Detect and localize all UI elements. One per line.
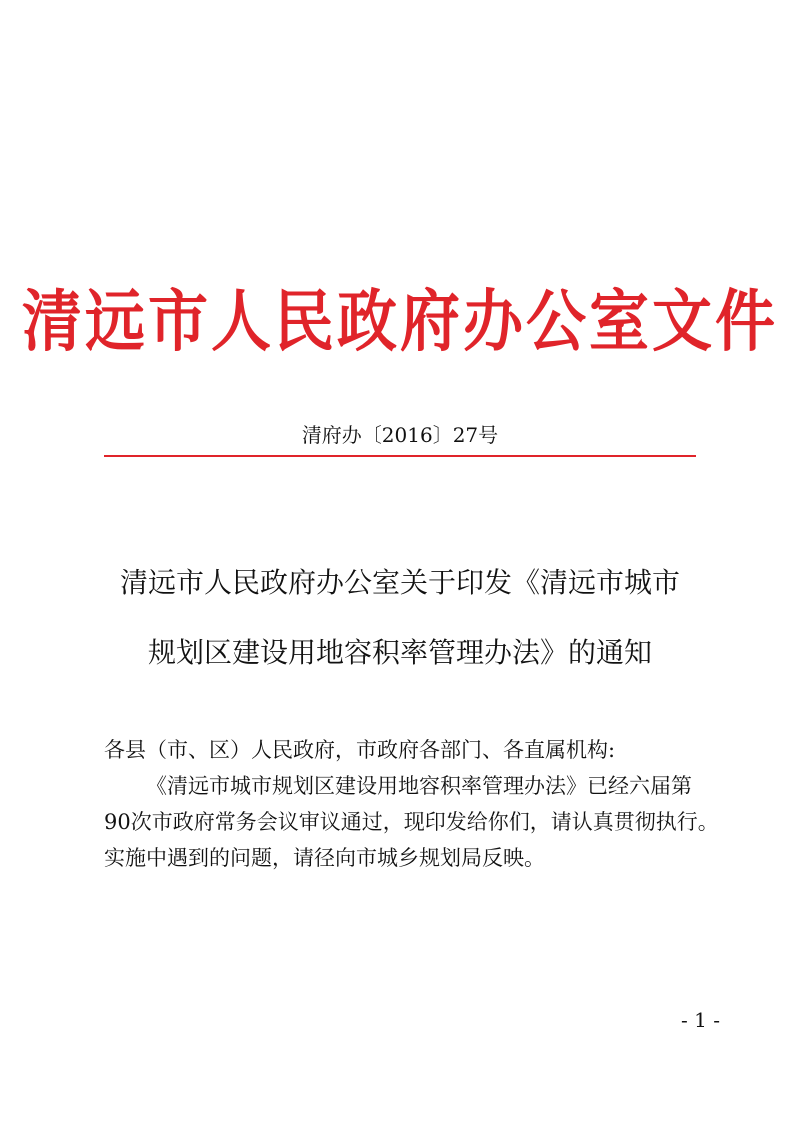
document-header-title: 清远市人民政府办公室文件	[22, 282, 778, 362]
body-paragraph	[104, 768, 719, 876]
notice-title	[104, 548, 696, 688]
body-line-2: 90次市政府常务会议审议通过，现印发给你们，请认真贯彻执行。	[104, 810, 719, 834]
document-number: 清府办〔2016〕27号	[301, 423, 499, 447]
body-line-3: 实施中遇到的问题，请径向市城乡规划局反映。	[104, 846, 545, 870]
notice-title-line-2: 规划区建设用地容积率管理办法》的通知	[147, 636, 652, 669]
body-line-1: 《清远市城市规划区建设用地容积率管理办法》已经六届第	[146, 774, 692, 798]
page-number: - 1 -	[681, 1008, 720, 1032]
addressee: 各县（市、区）人民政府，市政府各部门、各直属机构:	[104, 738, 616, 762]
notice-title-line-1: 清远市人民政府办公室关于印发《清远市城市	[119, 566, 680, 599]
header-divider-line	[104, 455, 696, 457]
